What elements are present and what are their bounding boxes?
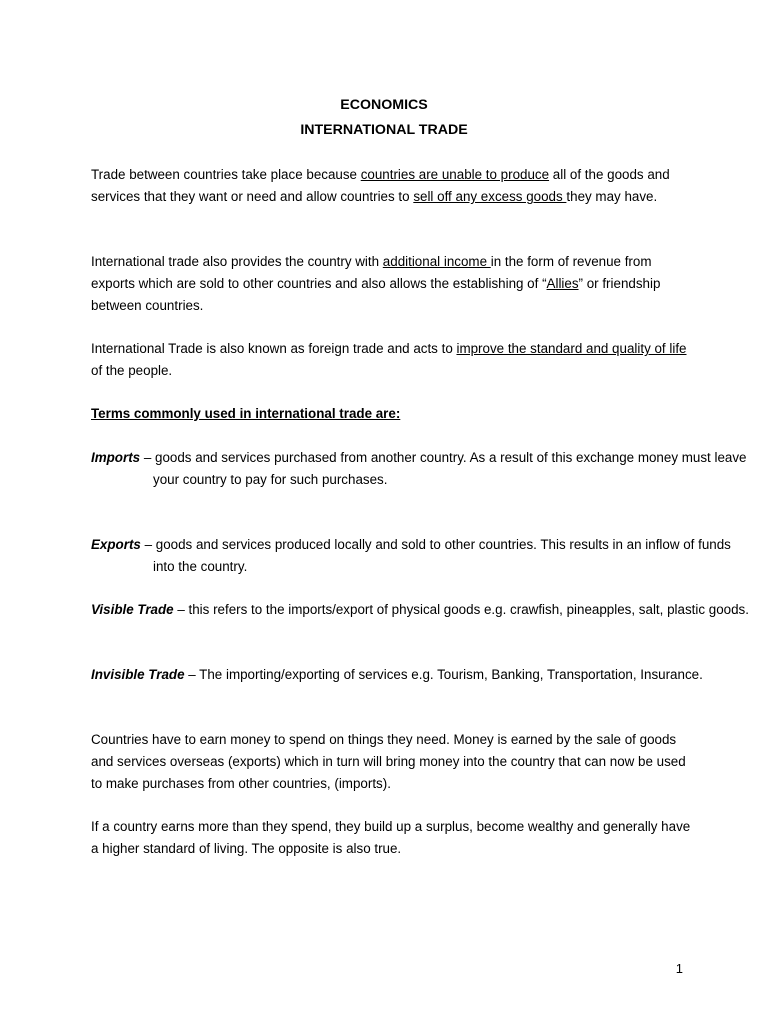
text-run: Trade between countries take place because (91, 167, 361, 182)
paragraph-foreign-trade (91, 338, 691, 382)
term-definition: – goods and services purchased from another country. As a result of this exchange money must leave your country to pay for such purchases. (140, 450, 747, 487)
term-definition: – goods and services produced locally and sold to other countries. This results in an inflow of funds into the country. (140, 537, 731, 574)
underlined-phrase: Allies (546, 276, 579, 291)
terms-heading: Terms commonly used in international trade are: (91, 406, 401, 421)
term-invisible-trade (91, 664, 753, 686)
paragraph-trade-reasons (91, 164, 691, 208)
term-definition: – this refers to the imports/export of physical goods e.g. crawfish, pineapples, salt, plastic goods. (173, 602, 749, 617)
term-exports (91, 534, 753, 578)
text-run: International trade also provides the country with (91, 254, 383, 269)
underlined-phrase: countries are unable to produce (360, 167, 550, 182)
term-label: Invisible Trade (91, 667, 185, 682)
underlined-phrase: sell off any excess goods (413, 189, 567, 204)
text-run: of the people. (91, 363, 173, 378)
term-label: Imports (91, 450, 141, 465)
text-run: all of the goods and services that they want or need and allow countries to (91, 167, 670, 204)
text-run: ” or friendship between countries. (91, 276, 661, 313)
text-run: in the form of revenue from exports which are sold to other countries and also allows the establishing of “ (91, 254, 652, 291)
term-label: Exports (91, 537, 141, 552)
underlined-phrase: improve the standard and quality of life (456, 341, 687, 356)
term-imports (91, 447, 753, 491)
term-label: Visible Trade (91, 602, 174, 617)
page-number: 1 (675, 961, 683, 976)
term-visible-trade (91, 599, 753, 621)
text-run: International Trade is also known as foreign trade and acts to (91, 341, 457, 356)
document-subtitle: INTERNATIONAL TRADE (300, 122, 468, 138)
paragraph-additional-income (91, 251, 691, 317)
term-definition: – The importing/exporting of services e.g. Tourism, Banking, Transportation, Insurance. (184, 667, 703, 682)
underlined-phrase: additional income (382, 254, 491, 269)
text-run: they may have. (566, 189, 658, 204)
document-title: ECONOMICS (340, 97, 428, 113)
paragraph-surplus: If a country earns more than they spend, they build up a surplus, become wealthy and generally have a higher standard of living. The opposite is also true. (91, 819, 691, 856)
paragraph-earning-money: Countries have to earn money to spend on things they need. Money is earned by the sale of goods and services overseas (exports) which in turn will bring money into the country that can now be used to make purchases from other countries, (imports). (91, 732, 686, 791)
